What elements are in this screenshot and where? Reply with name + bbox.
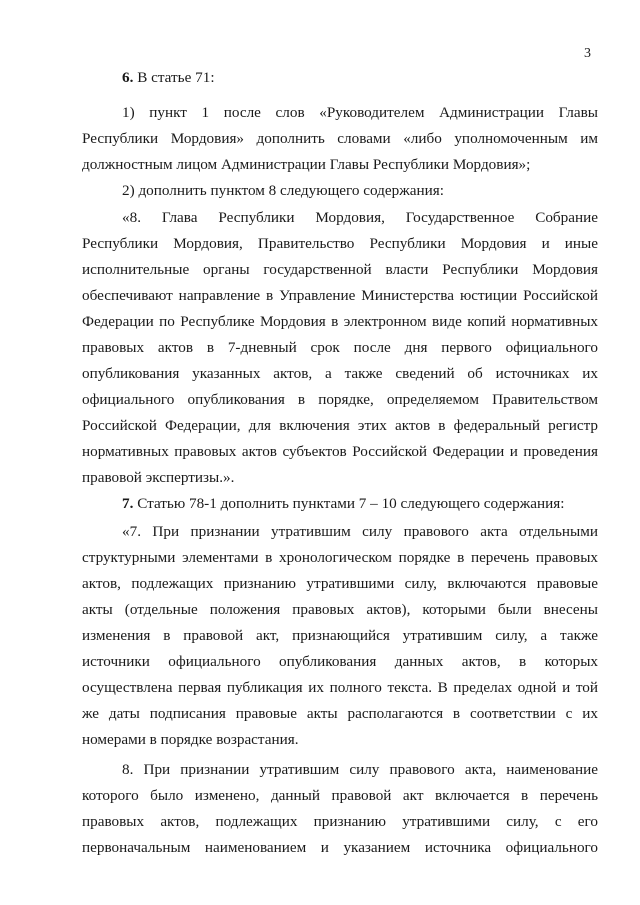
- paragraph-item-7: [122, 495, 598, 513]
- text-line: акты (отдельные положения правовых актов), которыми были внесены: [82, 601, 598, 618]
- text-line: должностным лицом Администрации Главы Республики Мордовия»;: [82, 156, 531, 173]
- text-line: актов, подлежащих признанию утратившими силу, включаются правовые: [82, 575, 598, 592]
- text-line: структурными элементами в хронологическом порядке в перечень правовых: [82, 549, 598, 566]
- text-line: опубликования указанных актов, а также сведений об источниках их: [82, 365, 598, 382]
- text-line: исполнительные органы государственной власти Республики Мордовия: [82, 261, 598, 278]
- item-number: 6.: [122, 69, 134, 86]
- text-line: Федерации по Республике Мордовия в электронном виде копий нормативных: [82, 313, 598, 330]
- text-line: первоначальным наименованием и указанием источника официального: [82, 839, 598, 856]
- paragraph-item-6: [122, 69, 598, 87]
- text-line: изменения в правовой акт, признающийся утратившим силу, а также: [82, 627, 598, 644]
- text-line: правовых актов, подлежащих признанию утратившими силу, с его: [82, 813, 598, 830]
- text-line: же даты подписания правовые акты располагаются в соответствии с их: [82, 705, 598, 722]
- page-number: 3: [584, 46, 591, 61]
- text-line: 8. При признании утратившим силу правового акта, наименование: [122, 761, 598, 778]
- text-line: номерами в порядке возрастания.: [82, 731, 299, 748]
- text-line: официального опубликования в порядке, определяемом Правительством: [82, 391, 598, 408]
- item-number: 7.: [122, 495, 134, 512]
- text-line: Республики Мордовия, Правительство Республики Мордовия и иные: [82, 235, 598, 252]
- text-line: правовых актов в 7-дневный срок после дня первого официального: [82, 339, 598, 356]
- item-text: Статью 78-1 дополнить пунктами 7 – 10 следующего содержания:: [133, 495, 565, 512]
- text-line: обеспечивают направление в Управление Министерства юстиции Российской: [82, 287, 598, 304]
- text-line: Российской Федерации, для включения этих актов в федеральный регистр: [82, 417, 598, 434]
- text-line: Республики Мордовия» дополнить словами «либо уполномоченным им: [82, 130, 598, 147]
- text-line: «8. Глава Республики Мордовия, Государственное Собрание: [122, 209, 598, 226]
- text-line: 2) дополнить пунктом 8 следующего содержания:: [122, 182, 444, 199]
- text-line: источники официального опубликования данных актов, в которых: [82, 653, 598, 670]
- text-line: правовой экспертизы.».: [82, 469, 235, 486]
- text-line: которого было изменено, данный правовой акт включается в перечень: [82, 787, 598, 804]
- text-line: нормативных правовых актов субъектов Российской Федерации и проведения: [82, 443, 598, 460]
- text-line: «7. При признании утратившим силу правового акта отдельными: [122, 523, 598, 540]
- item-text: В статье 71:: [133, 69, 215, 86]
- text-line: осуществлена первая публикация их полного текста. В пределах одной и той: [82, 679, 598, 696]
- text-line: 1) пункт 1 после слов «Руководителем Администрации Главы: [122, 104, 598, 121]
